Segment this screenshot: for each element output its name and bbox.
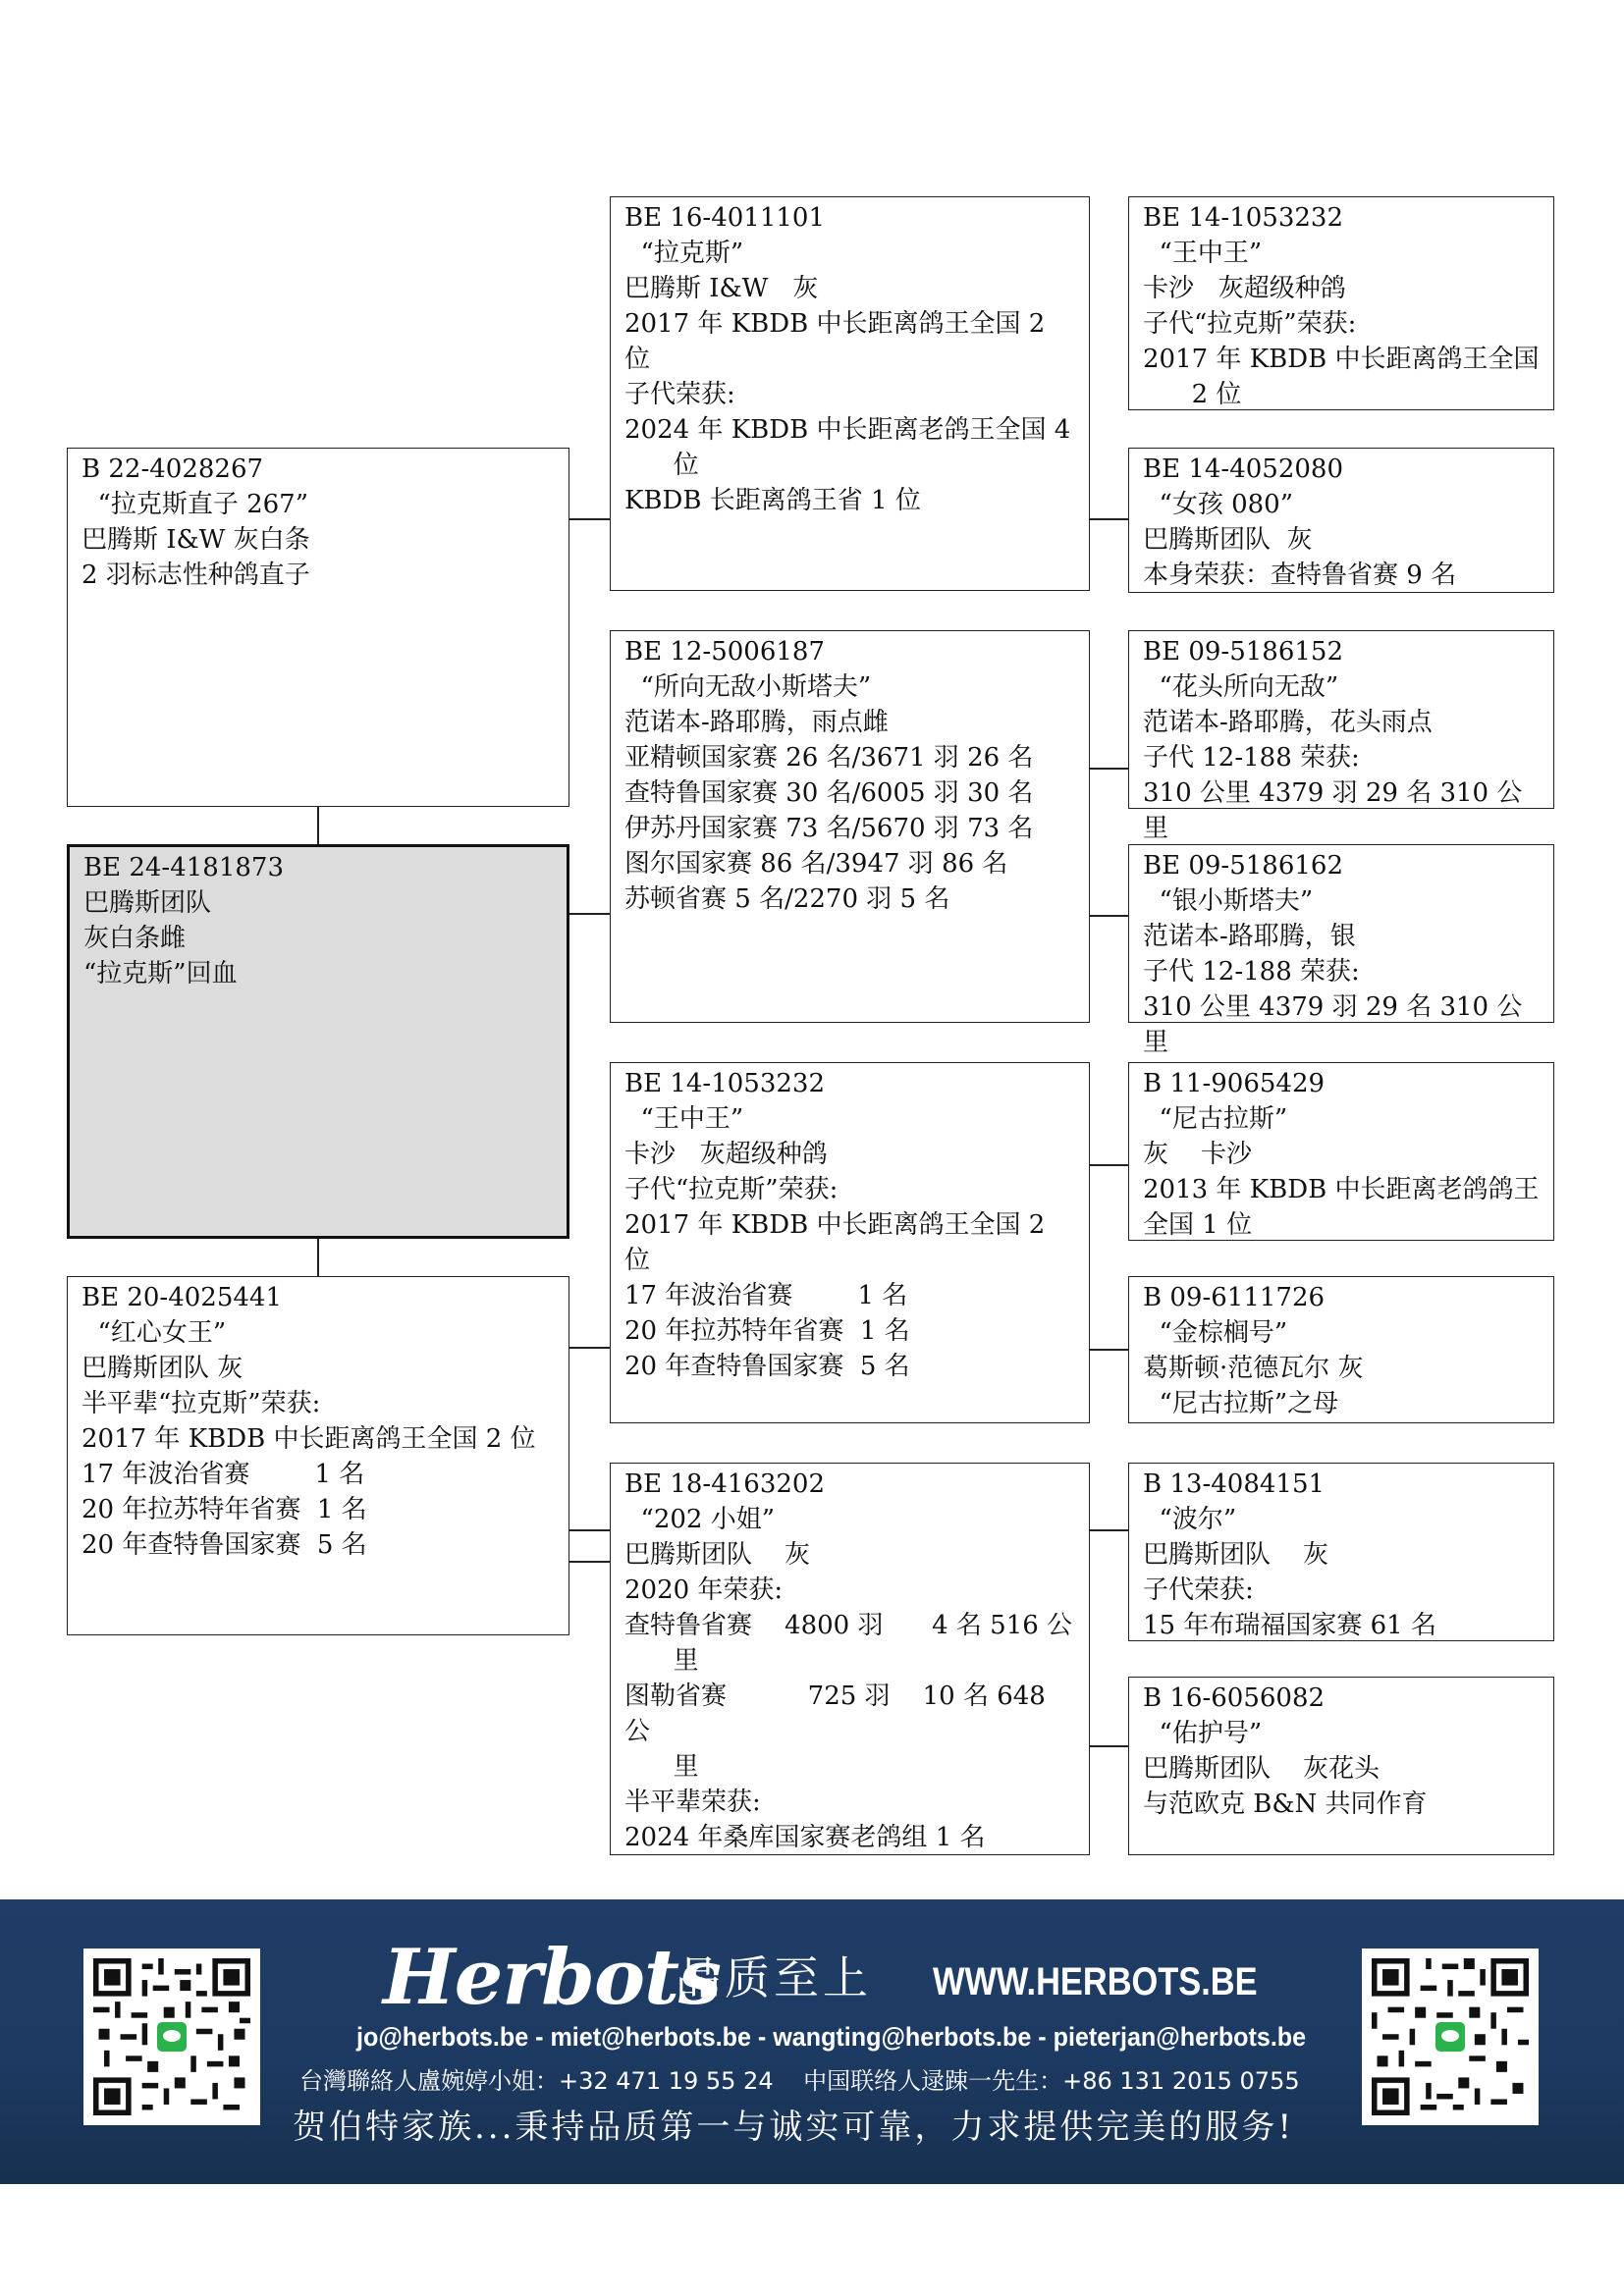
pedigree-line: BE 20-4025441 [81, 1283, 283, 1312]
pedigree-line: 20 年拉苏特年省赛 1 名 [624, 1316, 910, 1346]
pedigree-line: 葛斯顿·范德瓦尔 灰 [1143, 1354, 1364, 1383]
connector-line [1088, 518, 1128, 520]
ss-sire-box [1128, 196, 1554, 410]
pedigree-line: BE 09-5186162 [1143, 851, 1344, 881]
qr-code-line[interactable] [83, 1949, 260, 2125]
subject-box [67, 844, 569, 1239]
pedigree-line: 位 [624, 451, 699, 480]
pedigree-line: “花头所向无敌” [1143, 672, 1339, 702]
pedigree-line: “女孩 080” [1143, 490, 1294, 519]
pedigree-line: “王中王” [624, 1104, 744, 1134]
sd-sire-box [1128, 630, 1554, 843]
pedigree-line: BE 14-4052080 [1143, 454, 1344, 484]
sire-sire-box [610, 196, 1090, 591]
pedigree-line: 里 [624, 1646, 699, 1676]
pedigree-line: 本身荣获：查特鲁省赛 9 名 [1143, 561, 1457, 590]
pedigree-line: 2 位 [1143, 380, 1242, 409]
website-link[interactable]: WWW.HERBOTS.BE [933, 1960, 1258, 2003]
email-addresses[interactable]: jo@herbots.be - miet@herbots.be - wangting@herbots.be - pieterjan@herbots.be [356, 2022, 1307, 2052]
pedigree-line: 2024 年 KBDB 中长距离老鸽王全国 4 [624, 415, 1071, 445]
pedigree-line: 亚精顿国家赛 26 名/3671 羽 26 名 [624, 743, 1034, 773]
pedigree-line: 17 年波治省赛 1 名 [624, 1281, 908, 1310]
pedigree-line: BE 24-4181873 [83, 853, 285, 882]
pedigree-line: 20 年拉苏特年省赛 1 名 [81, 1495, 367, 1524]
pedigree-line: 里 [624, 1752, 699, 1782]
pedigree-line: B 11-9065429 [1143, 1069, 1326, 1098]
pedigree-line: 范诺本-路耶腾，雨点雌 [624, 708, 889, 737]
pedigree-line: 图勒省赛 725 羽 10 名 648 公 [624, 1682, 1055, 1746]
pedigree-line: BE 09-5186152 [1143, 637, 1344, 667]
pedigree-line: 15 年布瑞福国家赛 61 名 [1143, 1611, 1436, 1640]
connector-line [1088, 1164, 1128, 1166]
pedigree-line: BE 18-4163202 [624, 1469, 826, 1499]
pedigree-line: “尼古拉斯” [1143, 1104, 1288, 1134]
ss-dam-box [1128, 448, 1554, 593]
pedigree-line: 卡沙 灰超级种鸽 [624, 1140, 828, 1169]
pedigree-line: 2020 年荣获: [624, 1575, 784, 1605]
pedigree-line: 2017 年 KBDB 中长距离鸽王全国 2 位 [624, 1210, 1054, 1275]
pedigree-line: 子代荣获: [624, 380, 735, 409]
connector-line [1088, 1349, 1128, 1351]
dd-dam-box [1128, 1677, 1554, 1855]
pedigree-line: “金棕榈号” [1143, 1318, 1288, 1348]
dam-box [67, 1276, 569, 1635]
pedigree-line: 范诺本-路耶腾，花头雨点 [1143, 708, 1433, 737]
pedigree-line: 灰白条雌 [83, 924, 187, 953]
pedigree-line: B 22-4028267 [81, 454, 264, 484]
sire-dam-box [610, 630, 1090, 1023]
pedigree-line: 巴腾斯 I&W 灰 [624, 274, 819, 303]
pedigree-line: 巴腾斯团队 灰 [81, 1354, 244, 1383]
connector-line [568, 518, 610, 520]
slogan: 品质至上 [676, 1951, 872, 2004]
connector-line [1088, 768, 1128, 770]
pedigree-line: 巴腾斯团队 灰 [1143, 1540, 1329, 1570]
pedigree-line: 2 羽标志性种鸽直子 [81, 561, 310, 590]
wechat-icon [1433, 2019, 1468, 2055]
connector-line [1088, 1529, 1128, 1531]
herbots-logo: Herbots [383, 1933, 721, 2022]
sd-dam-box [1128, 844, 1554, 1057]
pedigree-line: “尼古拉斯”之母 [1143, 1389, 1339, 1418]
pedigree-line: 2017 年 KBDB 中长距离鸽王全国 2 位 [81, 1424, 536, 1454]
pedigree-line: 17 年波治省赛 1 名 [81, 1460, 365, 1489]
connector-line [1088, 915, 1128, 917]
pedigree-line: BE 16-4011101 [624, 203, 826, 233]
pedigree-line: 子代荣获: [1143, 1575, 1254, 1605]
pedigree-line: 20 年查特鲁国家赛 5 名 [624, 1352, 910, 1381]
pedigree-line: 巴腾斯团队 [83, 888, 212, 918]
pedigree-line: BE 12-5006187 [624, 637, 826, 667]
dam-dam-box [610, 1463, 1090, 1855]
line-icon [154, 2019, 189, 2055]
connector-line [568, 1347, 610, 1349]
pedigree-line: 子代 12-188 荣获: [1143, 743, 1360, 773]
pedigree-line: 灰 卡沙 [1143, 1140, 1253, 1169]
pedigree-line: 巴腾斯团队 灰花头 [1143, 1754, 1380, 1784]
pedigree-line: 苏顿省赛 5 名/2270 羽 5 名 [624, 884, 950, 914]
connector-line [317, 1237, 319, 1276]
pedigree-line: “所向无敌小斯塔夫” [624, 672, 872, 702]
dam-sire-box [610, 1062, 1090, 1423]
qr-code-wechat[interactable] [1362, 1949, 1539, 2125]
pedigree-line: “拉克斯直子 267” [81, 490, 309, 519]
pedigree-line: “拉克斯”回血 [83, 959, 238, 988]
pedigree-line: 卡沙 灰超级种鸽 [1143, 274, 1346, 303]
pedigree-line: 310 公里 4379 羽 29 名 310 公里 [1143, 992, 1523, 1057]
ds-dam-box [1128, 1276, 1554, 1423]
pedigree-line: “202 小姐” [624, 1505, 776, 1534]
pedigree-line: 310 公里 4379 羽 29 名 310 公里 [1143, 778, 1523, 843]
pedigree-line: “波尔” [1143, 1505, 1237, 1534]
pedigree-line: B 13-4084151 [1143, 1469, 1326, 1499]
pedigree-line: 范诺本-路耶腾，银 [1143, 922, 1356, 951]
pedigree-line: B 16-6056082 [1143, 1683, 1326, 1713]
pedigree-line: BE 14-1053232 [1143, 203, 1344, 233]
pedigree-line: 图尔国家赛 86 名/3947 羽 86 名 [624, 849, 1008, 879]
ds-sire-box [1128, 1062, 1554, 1241]
pedigree-line: 巴腾斯团队 灰 [1143, 525, 1313, 555]
pedigree-line: B 09-6111726 [1143, 1283, 1326, 1312]
pedigree-line: “王中王” [1143, 239, 1263, 268]
pedigree-line: 子代“拉克斯”荣获: [624, 1175, 839, 1204]
pedigree-line: 伊苏丹国家赛 73 名/5670 羽 73 名 [624, 814, 1034, 843]
connector-line [568, 1529, 610, 1531]
pedigree-line: 与范欧克 B&N 共同作育 [1143, 1789, 1428, 1819]
pedigree-line: 子代 12-188 荣获: [1143, 957, 1360, 987]
pedigree-line: 查特鲁国家赛 30 名/6005 羽 30 名 [624, 778, 1034, 808]
pedigree-line: 2017 年 KBDB 中长距离鸽王全国 2 位 [624, 309, 1054, 374]
sire-box [67, 448, 569, 807]
pedigree-line: KBDB 长距离鸽王省 1 位 [624, 486, 921, 515]
footer-banner [0, 1899, 1624, 2184]
pedigree-line: “银小斯塔夫” [1143, 886, 1314, 916]
pedigree-line: 半平辈荣获: [624, 1788, 761, 1817]
pedigree-line: 2024 年桑库国家赛老鸽组 1 名 [624, 1823, 986, 1852]
contact-phones: 台灣聯絡人盧婉婷小姐：+32 471 19 55 24 中国联络人逯踈一先生：+86 131 2015 0755 [299, 2067, 1300, 2095]
connector-line [568, 1561, 610, 1563]
family-motto: 贺伯特家族...秉持品质第一与诚实可靠，力求提供完美的服务! [293, 2108, 1295, 2147]
pedigree-line: 20 年查特鲁国家赛 5 名 [81, 1530, 367, 1560]
pedigree-line: 巴腾斯团队 灰 [624, 1540, 811, 1570]
pedigree-line: BE 14-1053232 [624, 1069, 826, 1098]
connector-line [1088, 1745, 1128, 1747]
pedigree-line: 查特鲁省赛 4800 羽 4 名 516 公 [624, 1611, 1073, 1640]
connector-line [568, 913, 610, 915]
pedigree-line: 2013 年 KBDB 中长距离老鸽鸽王 [1143, 1175, 1540, 1204]
pedigree-line: 2017 年 KBDB 中长距离鸽王全国 [1143, 345, 1540, 374]
pedigree-line: 巴腾斯 I&W 灰白条 [81, 525, 310, 555]
pedigree-line: 全国 1 位 [1143, 1210, 1253, 1240]
pedigree-line: “拉克斯” [624, 239, 744, 268]
pedigree-line: “佑护号” [1143, 1719, 1263, 1748]
pedigree-line: 子代“拉克斯”荣获: [1143, 309, 1357, 339]
connector-line [317, 805, 319, 844]
dd-sire-box [1128, 1463, 1554, 1641]
pedigree-line: “红心女王” [81, 1318, 227, 1348]
pedigree-line: 半平辈“拉克斯”荣获: [81, 1389, 321, 1418]
